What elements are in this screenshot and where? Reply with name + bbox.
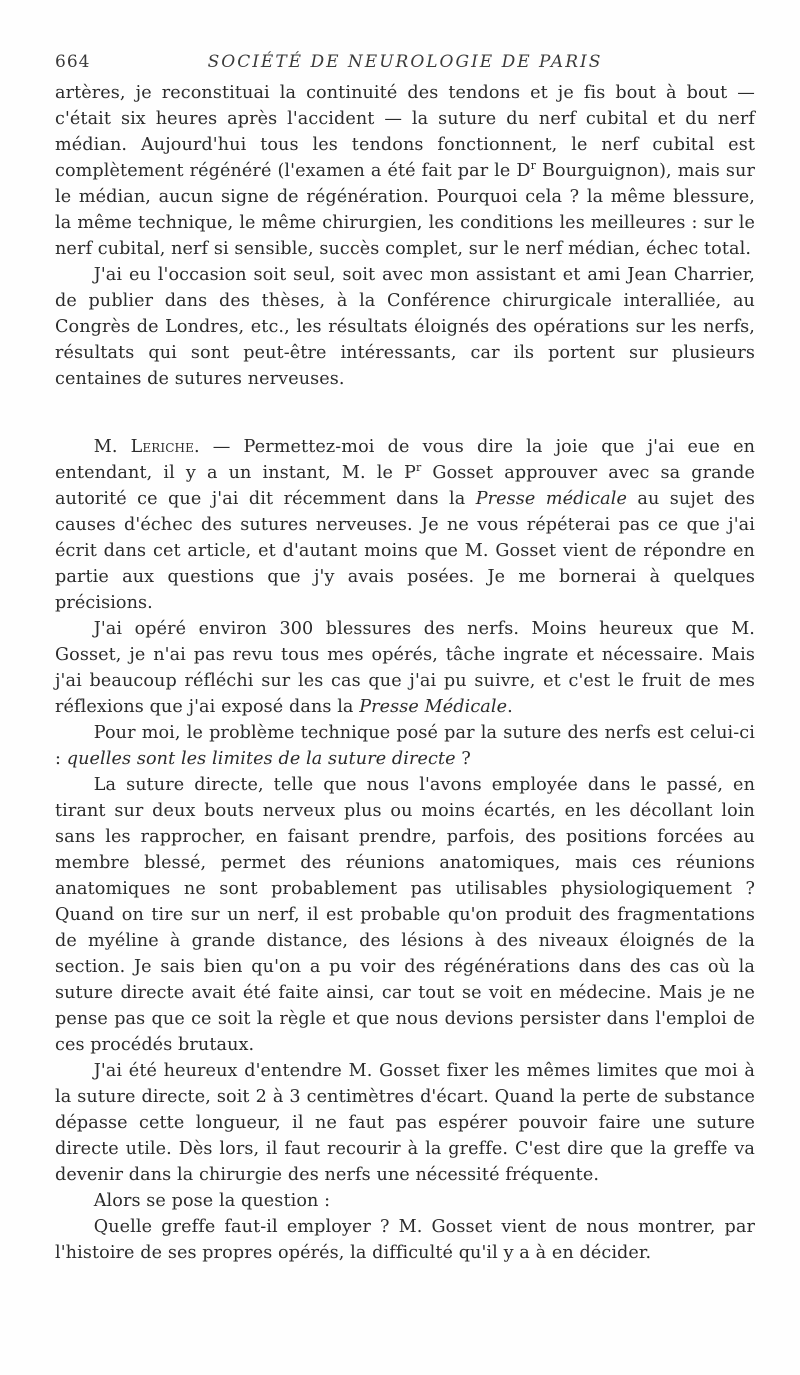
paragraph-1-text: artères, je reconstituai la continuité des tendons et je fis bout à bout — c'était six heures après l'accident — la suture du nerf cubital et du nerf médian. Aujourd'hui tous les tendons fonctionnent, le nerf cubital est complètement régénéré (l'examen a été fait par le D	[55, 83, 755, 181]
paragraph-9: Quelle greffe faut-il employer ? M. Gosset vient de nous montrer, par l'histoire de ses propres opérés, la difficulté qu'il y a à en décider.	[55, 1217, 755, 1263]
paragraph-1-text-end: Bourguignon), mais sur le médian, aucun signe de régénération. Pourquoi cela ? la même blessure, la même technique, le même chirurgien, les conditions les meilleures : sur le nerf cubital, nerf si sensible, succès complet, sur le nerf médian, échec total.	[55, 161, 755, 259]
paragraph-1	[55, 80, 755, 262]
running-title: SOCIÉTÉ DE NEUROLOGIE DE PARIS	[207, 52, 603, 72]
paragraph-3-text-c: au sujet des causes d'échec des sutures nerveuses. Je ne vous répéterai pas ce que j'ai écrit dans cet article, et d'autant moins que M. Gosset vient de répondre en partie aux questions que j'y avais posées. Je me bornerai à quelques précisions.	[55, 489, 755, 613]
paragraph-2: J'ai eu l'occasion soit seul, soit avec mon assistant et ami Jean Charrier, de publier dans des thèses, à la Conférence chirurgicale interalliée, au Congrès de Londres, etc., les résultats éloignés des opérations sur les nerfs, résultats qui sont peut-être intéressants, car ils portent sur plusieurs centaines de sutures nerveuses.	[55, 265, 755, 389]
paragraph-7: J'ai été heureux d'entendre M. Gosset fixer les mêmes limites que moi à la suture directe, soit 2 à 3 centimètres d'écart. Quand la perte de substance dépasse cette longueur, il ne faut pas espérer pouvoir faire une suture directe utile. Dès lors, il faut recourir à la greffe. C'est dire que la greffe va devenir dans la chirurgie des nerfs une nécessité fréquente.	[55, 1061, 755, 1185]
paragraph-3	[55, 434, 755, 616]
key-question: quelles sont les limites de la suture directe	[66, 749, 456, 769]
paragraph-6: La suture directe, telle que nous l'avons employée dans le passé, en tirant sur deux bouts nerveux plus ou moins écartés, en les décollant loin sans les rapprocher, en faisant prendre, parfois, des positions forcées au membre blessé, permet des réunions anatomiques, mais ces réunions anatomiques ne sont probablement pas utilisables physiologiquement ? Quand on tire sur un nerf, il est probable qu'on produit des fragmentations de myéline à grande distance, des lésions à des niveaux éloignés de la section. Je sais bien qu'on a pu voir des régénérations dans des cas où la suture directe avait été faite ainsi, car tout se voit en médecine. Mais je ne pense pas que ce soit la règle et que nous devions persister dans l'emploi de ces procédés brutaux.	[55, 775, 755, 1055]
speaker-name: Leriche	[130, 437, 194, 457]
article-body	[55, 80, 755, 1266]
page-header	[55, 52, 755, 80]
journal-title-2: Presse Médicale	[359, 697, 508, 717]
section-gap	[55, 392, 755, 434]
paragraph-5-text-a: Pour moi, le problème technique posé par la suture des nerfs est celui-ci :	[55, 723, 755, 769]
paragraph-5	[55, 720, 755, 772]
paragraph-8: Alors se pose la question :	[93, 1191, 331, 1211]
page-number: 664	[55, 52, 91, 72]
paragraph-3-text-b: Gosset approuver avec sa grande autorité ce que j'ai dit récemment dans la	[55, 463, 755, 509]
paragraph-4-text-b: .	[507, 697, 513, 717]
professor-abbrev-sup: r	[416, 461, 422, 475]
journal-title: Presse médicale	[475, 489, 627, 509]
paragraph-3-text-a: . — Permettez-moi de vous dire la joie que j'ai eue en entendant, il y a un instant, M. le P	[55, 437, 756, 483]
journal-page	[55, 52, 755, 1266]
paragraph-4	[55, 616, 755, 720]
paragraph-5-text-b: ?	[455, 749, 471, 769]
speaker-title: M.	[93, 437, 131, 457]
doctor-abbrev-sup: r	[530, 159, 536, 173]
paragraph-4-text-a: J'ai opéré environ 300 blessures des nerfs. Moins heureux que M. Gosset, je n'ai pas revu tous mes opérés, tâche ingrate et nécessaire. Mais j'ai beaucoup réfléchi sur les cas que j'ai pu suivre, et c'est le fruit de mes réflexions que j'ai exposé dans la	[55, 619, 755, 717]
